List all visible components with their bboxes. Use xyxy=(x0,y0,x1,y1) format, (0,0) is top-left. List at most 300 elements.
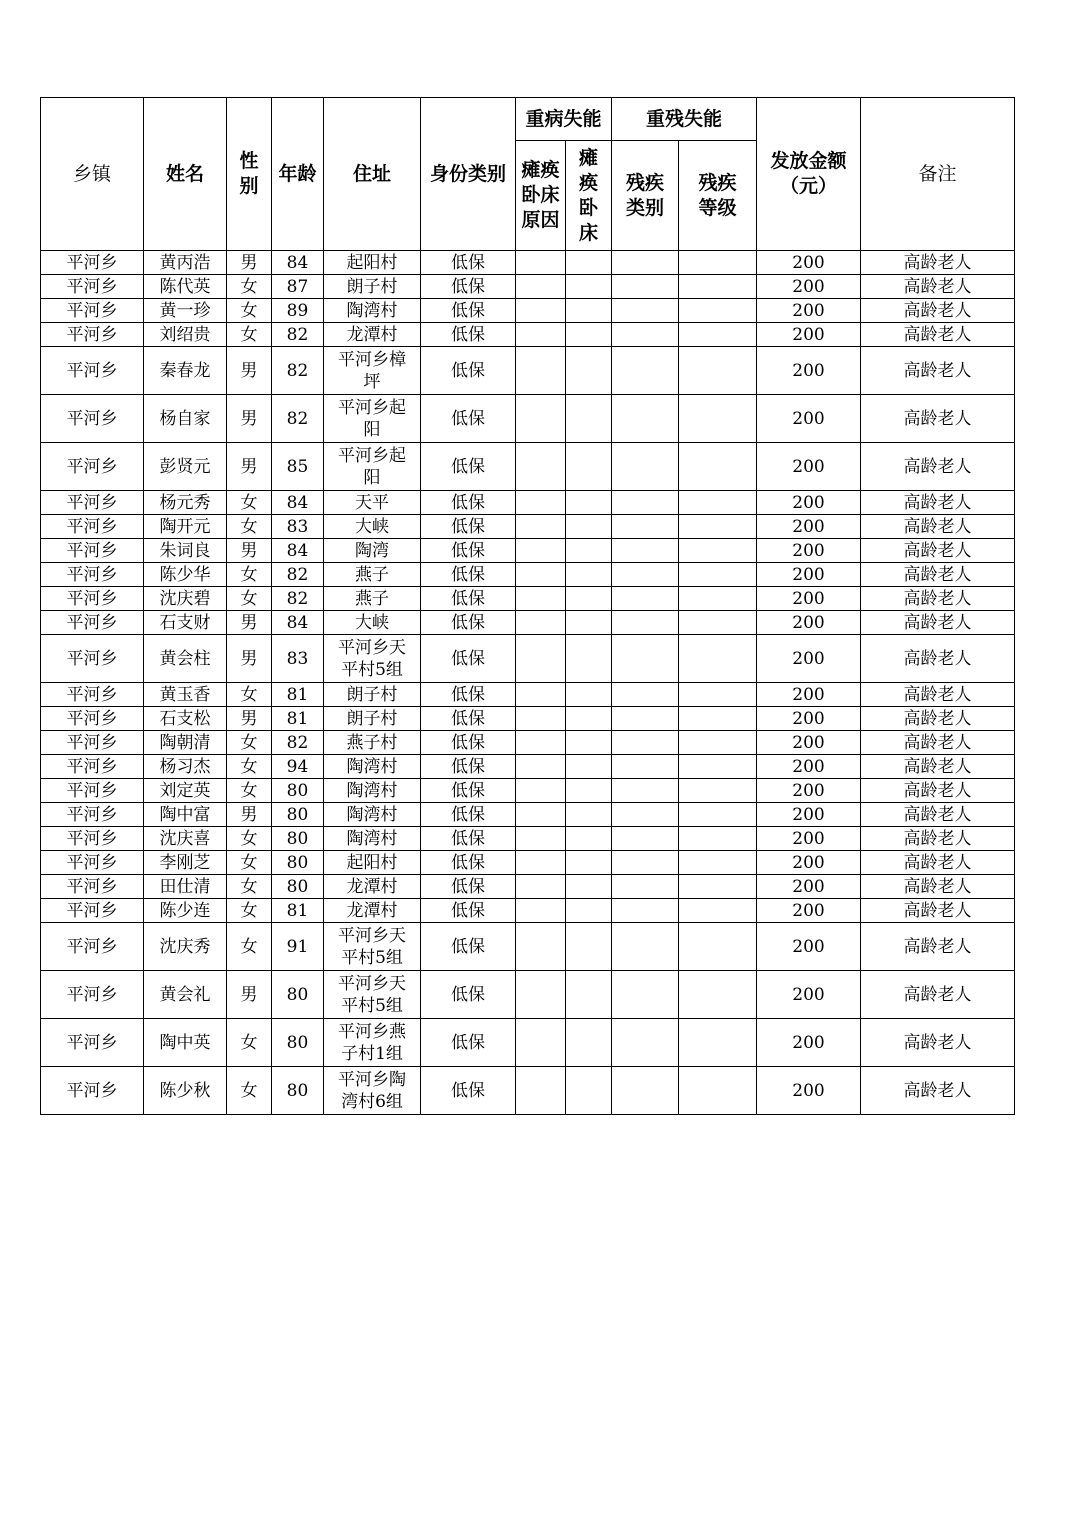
cell-name: 陈代英 xyxy=(144,275,227,299)
cell-identity: 低保 xyxy=(421,491,516,515)
cell-remark: 高龄老人 xyxy=(861,347,1015,395)
table-row xyxy=(41,611,1015,635)
cell-paralysis-reason xyxy=(516,803,566,827)
cell-age: 84 xyxy=(272,539,324,563)
cell-disability-level xyxy=(679,443,757,491)
cell-paralysis-reason xyxy=(516,443,566,491)
cell-name: 刘绍贵 xyxy=(144,323,227,347)
cell-address-text: 平河乡樟坪 xyxy=(338,349,406,392)
cell-paralysis xyxy=(566,875,612,899)
table-row xyxy=(41,395,1015,443)
cell-remark: 高龄老人 xyxy=(861,731,1015,755)
header-paralysis-label: 瘫痪卧床 xyxy=(578,146,598,244)
cell-paralysis-reason xyxy=(516,971,566,1019)
cell-disability-type xyxy=(612,515,679,539)
header-paralysis xyxy=(566,141,612,251)
cell-paralysis-reason xyxy=(516,347,566,395)
cell-name: 沈庆秀 xyxy=(144,923,227,971)
cell-amount: 200 xyxy=(757,707,861,731)
cell-gender: 女 xyxy=(227,299,272,323)
cell-disability-level xyxy=(679,971,757,1019)
cell-identity: 低保 xyxy=(421,899,516,923)
cell-remark: 高龄老人 xyxy=(861,323,1015,347)
cell-address: 陶湾村 xyxy=(324,755,421,779)
cell-gender: 女 xyxy=(227,587,272,611)
cell-town: 平河乡 xyxy=(41,1019,144,1067)
cell-gender: 男 xyxy=(227,971,272,1019)
table-row xyxy=(41,851,1015,875)
cell-disability-type xyxy=(612,851,679,875)
cell-town: 平河乡 xyxy=(41,515,144,539)
cell-gender: 女 xyxy=(227,899,272,923)
cell-identity: 低保 xyxy=(421,923,516,971)
header-age: 年龄 xyxy=(272,98,324,251)
cell-paralysis-reason xyxy=(516,899,566,923)
cell-town: 平河乡 xyxy=(41,803,144,827)
cell-amount: 200 xyxy=(757,275,861,299)
cell-age: 82 xyxy=(272,563,324,587)
table-header xyxy=(41,98,1015,251)
cell-disability-type xyxy=(612,539,679,563)
cell-paralysis xyxy=(566,395,612,443)
cell-name: 黄丙浩 xyxy=(144,251,227,275)
cell-age: 80 xyxy=(272,875,324,899)
cell-town: 平河乡 xyxy=(41,1067,144,1115)
cell-address: 大峡 xyxy=(324,515,421,539)
cell-paralysis-reason xyxy=(516,875,566,899)
cell-identity: 低保 xyxy=(421,851,516,875)
cell-town: 平河乡 xyxy=(41,587,144,611)
cell-age: 82 xyxy=(272,347,324,395)
cell-town: 平河乡 xyxy=(41,251,144,275)
cell-disability-level xyxy=(679,755,757,779)
header-amount xyxy=(757,98,861,251)
cell-age: 80 xyxy=(272,779,324,803)
cell-remark: 高龄老人 xyxy=(861,683,1015,707)
cell-town: 平河乡 xyxy=(41,275,144,299)
cell-identity: 低保 xyxy=(421,299,516,323)
cell-disability-level xyxy=(679,587,757,611)
cell-age: 84 xyxy=(272,251,324,275)
cell-paralysis-reason xyxy=(516,491,566,515)
cell-disability-level xyxy=(679,275,757,299)
cell-paralysis xyxy=(566,707,612,731)
cell-gender: 女 xyxy=(227,851,272,875)
cell-age: 80 xyxy=(272,851,324,875)
cell-disability-type xyxy=(612,899,679,923)
cell-age: 84 xyxy=(272,491,324,515)
cell-identity: 低保 xyxy=(421,587,516,611)
cell-disability-level xyxy=(679,875,757,899)
cell-age: 80 xyxy=(272,1067,324,1115)
cell-amount: 200 xyxy=(757,851,861,875)
cell-amount: 200 xyxy=(757,1019,861,1067)
cell-age: 80 xyxy=(272,971,324,1019)
table-row xyxy=(41,587,1015,611)
cell-paralysis xyxy=(566,779,612,803)
header-disability-type xyxy=(612,141,679,251)
table-row xyxy=(41,491,1015,515)
table-row xyxy=(41,323,1015,347)
cell-disability-level xyxy=(679,299,757,323)
cell-amount: 200 xyxy=(757,779,861,803)
cell-age: 81 xyxy=(272,683,324,707)
table-row xyxy=(41,563,1015,587)
cell-amount: 200 xyxy=(757,923,861,971)
cell-identity: 低保 xyxy=(421,635,516,683)
cell-amount: 200 xyxy=(757,491,861,515)
cell-disability-level xyxy=(679,563,757,587)
header-gender-label: 性别 xyxy=(239,150,259,197)
cell-gender: 男 xyxy=(227,539,272,563)
cell-address xyxy=(324,971,421,1019)
cell-gender: 女 xyxy=(227,875,272,899)
header-disability-level xyxy=(679,141,757,251)
cell-age: 83 xyxy=(272,515,324,539)
cell-paralysis xyxy=(566,755,612,779)
cell-address: 龙潭村 xyxy=(324,323,421,347)
cell-disability-type xyxy=(612,875,679,899)
cell-age: 91 xyxy=(272,923,324,971)
cell-amount: 200 xyxy=(757,827,861,851)
cell-disability-level xyxy=(679,683,757,707)
cell-town: 平河乡 xyxy=(41,635,144,683)
cell-gender: 男 xyxy=(227,347,272,395)
cell-paralysis-reason xyxy=(516,827,566,851)
table-row xyxy=(41,875,1015,899)
cell-age: 80 xyxy=(272,827,324,851)
cell-age: 94 xyxy=(272,755,324,779)
cell-disability-type xyxy=(612,1067,679,1115)
header-name: 姓名 xyxy=(144,98,227,251)
cell-disability-level xyxy=(679,827,757,851)
cell-amount: 200 xyxy=(757,875,861,899)
cell-paralysis-reason xyxy=(516,587,566,611)
cell-town: 平河乡 xyxy=(41,611,144,635)
cell-name: 黄玉香 xyxy=(144,683,227,707)
cell-disability-level xyxy=(679,395,757,443)
cell-disability-type xyxy=(612,395,679,443)
cell-paralysis xyxy=(566,251,612,275)
cell-paralysis xyxy=(566,563,612,587)
header-address: 住址 xyxy=(324,98,421,251)
cell-address-text: 平河乡起阳 xyxy=(338,397,406,440)
cell-age: 82 xyxy=(272,587,324,611)
cell-disability-level xyxy=(679,779,757,803)
cell-address: 龙潭村 xyxy=(324,899,421,923)
cell-town: 平河乡 xyxy=(41,923,144,971)
cell-disability-level xyxy=(679,731,757,755)
cell-town: 平河乡 xyxy=(41,851,144,875)
table-row xyxy=(41,803,1015,827)
cell-address: 朗子村 xyxy=(324,707,421,731)
cell-identity: 低保 xyxy=(421,971,516,1019)
cell-name: 陈少连 xyxy=(144,899,227,923)
table-row xyxy=(41,779,1015,803)
cell-paralysis-reason xyxy=(516,851,566,875)
cell-remark: 高龄老人 xyxy=(861,755,1015,779)
cell-paralysis xyxy=(566,731,612,755)
cell-disability-type xyxy=(612,971,679,1019)
cell-gender: 女 xyxy=(227,779,272,803)
cell-age: 82 xyxy=(272,323,324,347)
cell-name: 陶开元 xyxy=(144,515,227,539)
cell-gender: 女 xyxy=(227,515,272,539)
cell-identity: 低保 xyxy=(421,275,516,299)
cell-remark: 高龄老人 xyxy=(861,875,1015,899)
cell-paralysis-reason xyxy=(516,515,566,539)
cell-age: 81 xyxy=(272,899,324,923)
cell-age: 87 xyxy=(272,275,324,299)
cell-name: 陈少华 xyxy=(144,563,227,587)
header-illness-group: 重病失能 xyxy=(516,98,612,141)
table-row xyxy=(41,275,1015,299)
cell-paralysis-reason xyxy=(516,395,566,443)
cell-paralysis-reason xyxy=(516,539,566,563)
cell-disability-type xyxy=(612,755,679,779)
cell-paralysis xyxy=(566,275,612,299)
cell-town: 平河乡 xyxy=(41,827,144,851)
cell-gender: 女 xyxy=(227,1067,272,1115)
cell-identity: 低保 xyxy=(421,827,516,851)
cell-disability-level xyxy=(679,851,757,875)
cell-age: 89 xyxy=(272,299,324,323)
cell-remark: 高龄老人 xyxy=(861,587,1015,611)
table-row xyxy=(41,299,1015,323)
cell-paralysis-reason xyxy=(516,683,566,707)
cell-name: 杨习杰 xyxy=(144,755,227,779)
cell-town: 平河乡 xyxy=(41,731,144,755)
cell-paralysis xyxy=(566,899,612,923)
cell-identity: 低保 xyxy=(421,875,516,899)
cell-paralysis xyxy=(566,491,612,515)
cell-remark: 高龄老人 xyxy=(861,851,1015,875)
cell-disability-level xyxy=(679,539,757,563)
cell-remark: 高龄老人 xyxy=(861,251,1015,275)
cell-amount: 200 xyxy=(757,731,861,755)
cell-remark: 高龄老人 xyxy=(861,827,1015,851)
cell-age: 81 xyxy=(272,707,324,731)
table-row xyxy=(41,251,1015,275)
cell-address: 陶湾 xyxy=(324,539,421,563)
cell-name: 杨自家 xyxy=(144,395,227,443)
cell-address xyxy=(324,443,421,491)
cell-remark: 高龄老人 xyxy=(861,635,1015,683)
cell-name: 李刚芝 xyxy=(144,851,227,875)
cell-name: 刘定英 xyxy=(144,779,227,803)
cell-address: 陶湾村 xyxy=(324,299,421,323)
cell-amount: 200 xyxy=(757,755,861,779)
cell-gender: 女 xyxy=(227,491,272,515)
cell-name: 陶朝清 xyxy=(144,731,227,755)
cell-identity: 低保 xyxy=(421,443,516,491)
cell-disability-type xyxy=(612,923,679,971)
cell-remark: 高龄老人 xyxy=(861,395,1015,443)
cell-gender: 女 xyxy=(227,1019,272,1067)
cell-town: 平河乡 xyxy=(41,299,144,323)
cell-paralysis-reason xyxy=(516,1067,566,1115)
cell-gender: 女 xyxy=(227,923,272,971)
cell-amount: 200 xyxy=(757,899,861,923)
cell-remark: 高龄老人 xyxy=(861,299,1015,323)
cell-disability-type xyxy=(612,707,679,731)
cell-remark: 高龄老人 xyxy=(861,1067,1015,1115)
table-row xyxy=(41,755,1015,779)
table-row xyxy=(41,443,1015,491)
cell-age: 80 xyxy=(272,1019,324,1067)
cell-paralysis xyxy=(566,323,612,347)
cell-town: 平河乡 xyxy=(41,971,144,1019)
cell-amount: 200 xyxy=(757,299,861,323)
cell-address: 陶湾村 xyxy=(324,803,421,827)
cell-address-text: 平河乡天平村5组 xyxy=(338,637,406,680)
cell-amount: 200 xyxy=(757,635,861,683)
cell-paralysis xyxy=(566,827,612,851)
cell-amount: 200 xyxy=(757,1067,861,1115)
cell-disability-type xyxy=(612,491,679,515)
cell-disability-type xyxy=(612,587,679,611)
cell-age: 80 xyxy=(272,803,324,827)
table-row xyxy=(41,707,1015,731)
cell-gender: 女 xyxy=(227,731,272,755)
cell-paralysis-reason xyxy=(516,779,566,803)
table-row xyxy=(41,1067,1015,1115)
cell-disability-type xyxy=(612,611,679,635)
cell-address: 陶湾村 xyxy=(324,779,421,803)
cell-identity: 低保 xyxy=(421,1067,516,1115)
cell-town: 平河乡 xyxy=(41,395,144,443)
cell-disability-level xyxy=(679,251,757,275)
cell-paralysis xyxy=(566,1067,612,1115)
cell-gender: 女 xyxy=(227,563,272,587)
header-town: 乡镇 xyxy=(41,98,144,251)
cell-address: 燕子 xyxy=(324,563,421,587)
cell-paralysis xyxy=(566,683,612,707)
elderly-subsidy-table xyxy=(40,97,1015,1115)
cell-paralysis-reason xyxy=(516,923,566,971)
cell-address: 起阳村 xyxy=(324,251,421,275)
cell-town: 平河乡 xyxy=(41,899,144,923)
cell-gender: 女 xyxy=(227,323,272,347)
cell-paralysis-reason xyxy=(516,563,566,587)
cell-address-text: 平河乡起阳 xyxy=(338,445,406,488)
cell-paralysis xyxy=(566,587,612,611)
cell-paralysis-reason xyxy=(516,635,566,683)
cell-remark: 高龄老人 xyxy=(861,779,1015,803)
cell-paralysis xyxy=(566,851,612,875)
cell-address xyxy=(324,347,421,395)
cell-amount: 200 xyxy=(757,395,861,443)
cell-disability-level xyxy=(679,923,757,971)
cell-amount: 200 xyxy=(757,251,861,275)
cell-paralysis-reason xyxy=(516,731,566,755)
cell-disability-level xyxy=(679,707,757,731)
cell-remark: 高龄老人 xyxy=(861,539,1015,563)
table-row xyxy=(41,635,1015,683)
cell-address: 天平 xyxy=(324,491,421,515)
cell-paralysis xyxy=(566,515,612,539)
table-row xyxy=(41,1019,1015,1067)
cell-town: 平河乡 xyxy=(41,707,144,731)
cell-paralysis-reason xyxy=(516,323,566,347)
cell-age: 84 xyxy=(272,611,324,635)
cell-disability-type xyxy=(612,803,679,827)
cell-identity: 低保 xyxy=(421,683,516,707)
cell-remark: 高龄老人 xyxy=(861,443,1015,491)
cell-address xyxy=(324,1019,421,1067)
cell-address xyxy=(324,923,421,971)
cell-address-text: 平河乡燕子村1组 xyxy=(338,1021,406,1064)
cell-address: 朗子村 xyxy=(324,683,421,707)
cell-address: 大峡 xyxy=(324,611,421,635)
cell-disability-level xyxy=(679,1067,757,1115)
header-disability-group: 重残失能 xyxy=(612,98,757,141)
cell-gender: 男 xyxy=(227,443,272,491)
cell-identity: 低保 xyxy=(421,803,516,827)
cell-disability-type xyxy=(612,683,679,707)
cell-disability-type xyxy=(612,299,679,323)
cell-identity: 低保 xyxy=(421,611,516,635)
table-row xyxy=(41,923,1015,971)
table-row xyxy=(41,683,1015,707)
cell-remark: 高龄老人 xyxy=(861,971,1015,1019)
cell-name: 黄会礼 xyxy=(144,971,227,1019)
cell-identity: 低保 xyxy=(421,563,516,587)
cell-gender: 女 xyxy=(227,275,272,299)
cell-name: 黄一珍 xyxy=(144,299,227,323)
cell-paralysis xyxy=(566,347,612,395)
cell-disability-level xyxy=(679,1019,757,1067)
cell-identity: 低保 xyxy=(421,515,516,539)
cell-gender: 男 xyxy=(227,611,272,635)
cell-gender: 男 xyxy=(227,707,272,731)
cell-amount: 200 xyxy=(757,803,861,827)
cell-name: 陶中富 xyxy=(144,803,227,827)
cell-disability-level xyxy=(679,347,757,395)
cell-name: 田仕清 xyxy=(144,875,227,899)
cell-town: 平河乡 xyxy=(41,875,144,899)
cell-paralysis-reason xyxy=(516,611,566,635)
cell-address: 起阳村 xyxy=(324,851,421,875)
cell-disability-type xyxy=(612,275,679,299)
cell-name: 黄会柱 xyxy=(144,635,227,683)
cell-name: 秦春龙 xyxy=(144,347,227,395)
cell-paralysis xyxy=(566,923,612,971)
cell-paralysis xyxy=(566,1019,612,1067)
cell-town: 平河乡 xyxy=(41,683,144,707)
cell-identity: 低保 xyxy=(421,755,516,779)
cell-disability-type xyxy=(612,827,679,851)
cell-address-text: 平河乡天平村5组 xyxy=(338,973,406,1016)
cell-name: 沈庆碧 xyxy=(144,587,227,611)
table-body xyxy=(41,251,1015,1115)
cell-town: 平河乡 xyxy=(41,563,144,587)
cell-paralysis-reason xyxy=(516,755,566,779)
cell-address: 龙潭村 xyxy=(324,875,421,899)
header-remark: 备注 xyxy=(861,98,1015,251)
cell-town: 平河乡 xyxy=(41,491,144,515)
cell-amount: 200 xyxy=(757,587,861,611)
cell-remark: 高龄老人 xyxy=(861,491,1015,515)
cell-name: 石支财 xyxy=(144,611,227,635)
cell-disability-level xyxy=(679,323,757,347)
cell-name: 彭贤元 xyxy=(144,443,227,491)
cell-name: 陈少秋 xyxy=(144,1067,227,1115)
cell-identity: 低保 xyxy=(421,707,516,731)
cell-disability-level xyxy=(679,635,757,683)
cell-identity: 低保 xyxy=(421,539,516,563)
cell-amount: 200 xyxy=(757,683,861,707)
